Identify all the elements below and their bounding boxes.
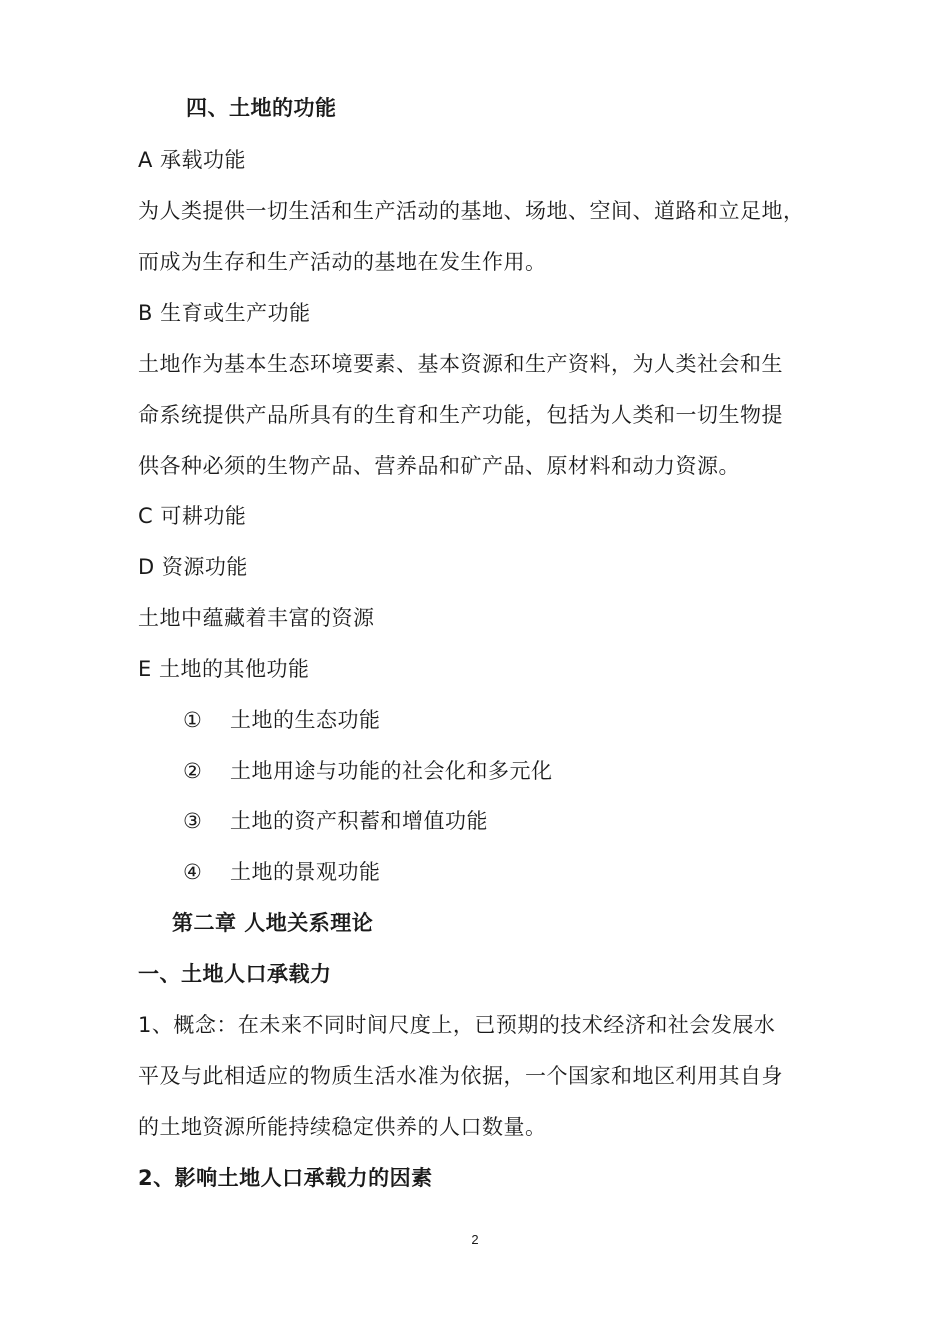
concept-line-3: 的土地资源所能持续稳定供养的人口数量。: [138, 1115, 547, 1139]
a-body-line-1: 为人类提供一切生活和生产活动的基地、场地、空间、道路和立足地，: [138, 199, 805, 223]
list-item-number: ②: [183, 759, 202, 783]
c-title: C 可耕功能: [138, 504, 247, 528]
b-body-line-1: 土地作为基本生态环境要素、基本资源和生产资料，为人类社会和生: [138, 352, 783, 376]
b-body-line-3: 供各种必须的生物产品、营养品和矿产品、原材料和动力资源。: [138, 454, 740, 478]
d-title: D 资源功能: [138, 555, 248, 579]
sub-heading-2: 2、影响土地人口承载力的因素: [138, 1166, 433, 1190]
d-body: 土地中蕴藏着丰富的资源: [138, 606, 375, 630]
list-item-text: 土地的生态功能: [230, 708, 381, 732]
list-item-text: 土地的资产积蓄和增值功能: [230, 809, 488, 833]
list-item-number: ①: [183, 708, 202, 732]
section-heading: 四、土地的功能: [186, 96, 337, 120]
a-body-line-2: 而成为生存和生产活动的基地在发生作用。: [138, 250, 547, 274]
a-title: A 承载功能: [138, 148, 247, 172]
concept-line-1: 1、概念：在未来不同时间尺度上，已预期的技术经济和社会发展水: [138, 1013, 776, 1037]
chapter-heading: 第二章 人地关系理论: [172, 911, 374, 935]
sub-heading-1: 一、土地人口承载力: [138, 962, 332, 986]
page-number: 2: [471, 1232, 479, 1247]
b-title: B 生育或生产功能: [138, 301, 311, 325]
list-item-number: ④: [183, 860, 202, 884]
b-body-line-2: 命系统提供产品所具有的生育和生产功能，包括为人类和一切生物提: [138, 403, 783, 427]
concept-line-2: 平及与此相适应的物质生活水准为依据，一个国家和地区利用其自身: [138, 1064, 783, 1088]
list-item-text: 土地的景观功能: [230, 860, 381, 884]
list-item-number: ③: [183, 809, 202, 833]
list-item-text: 土地用途与功能的社会化和多元化: [230, 759, 553, 783]
e-title: E 土地的其他功能: [138, 657, 310, 681]
